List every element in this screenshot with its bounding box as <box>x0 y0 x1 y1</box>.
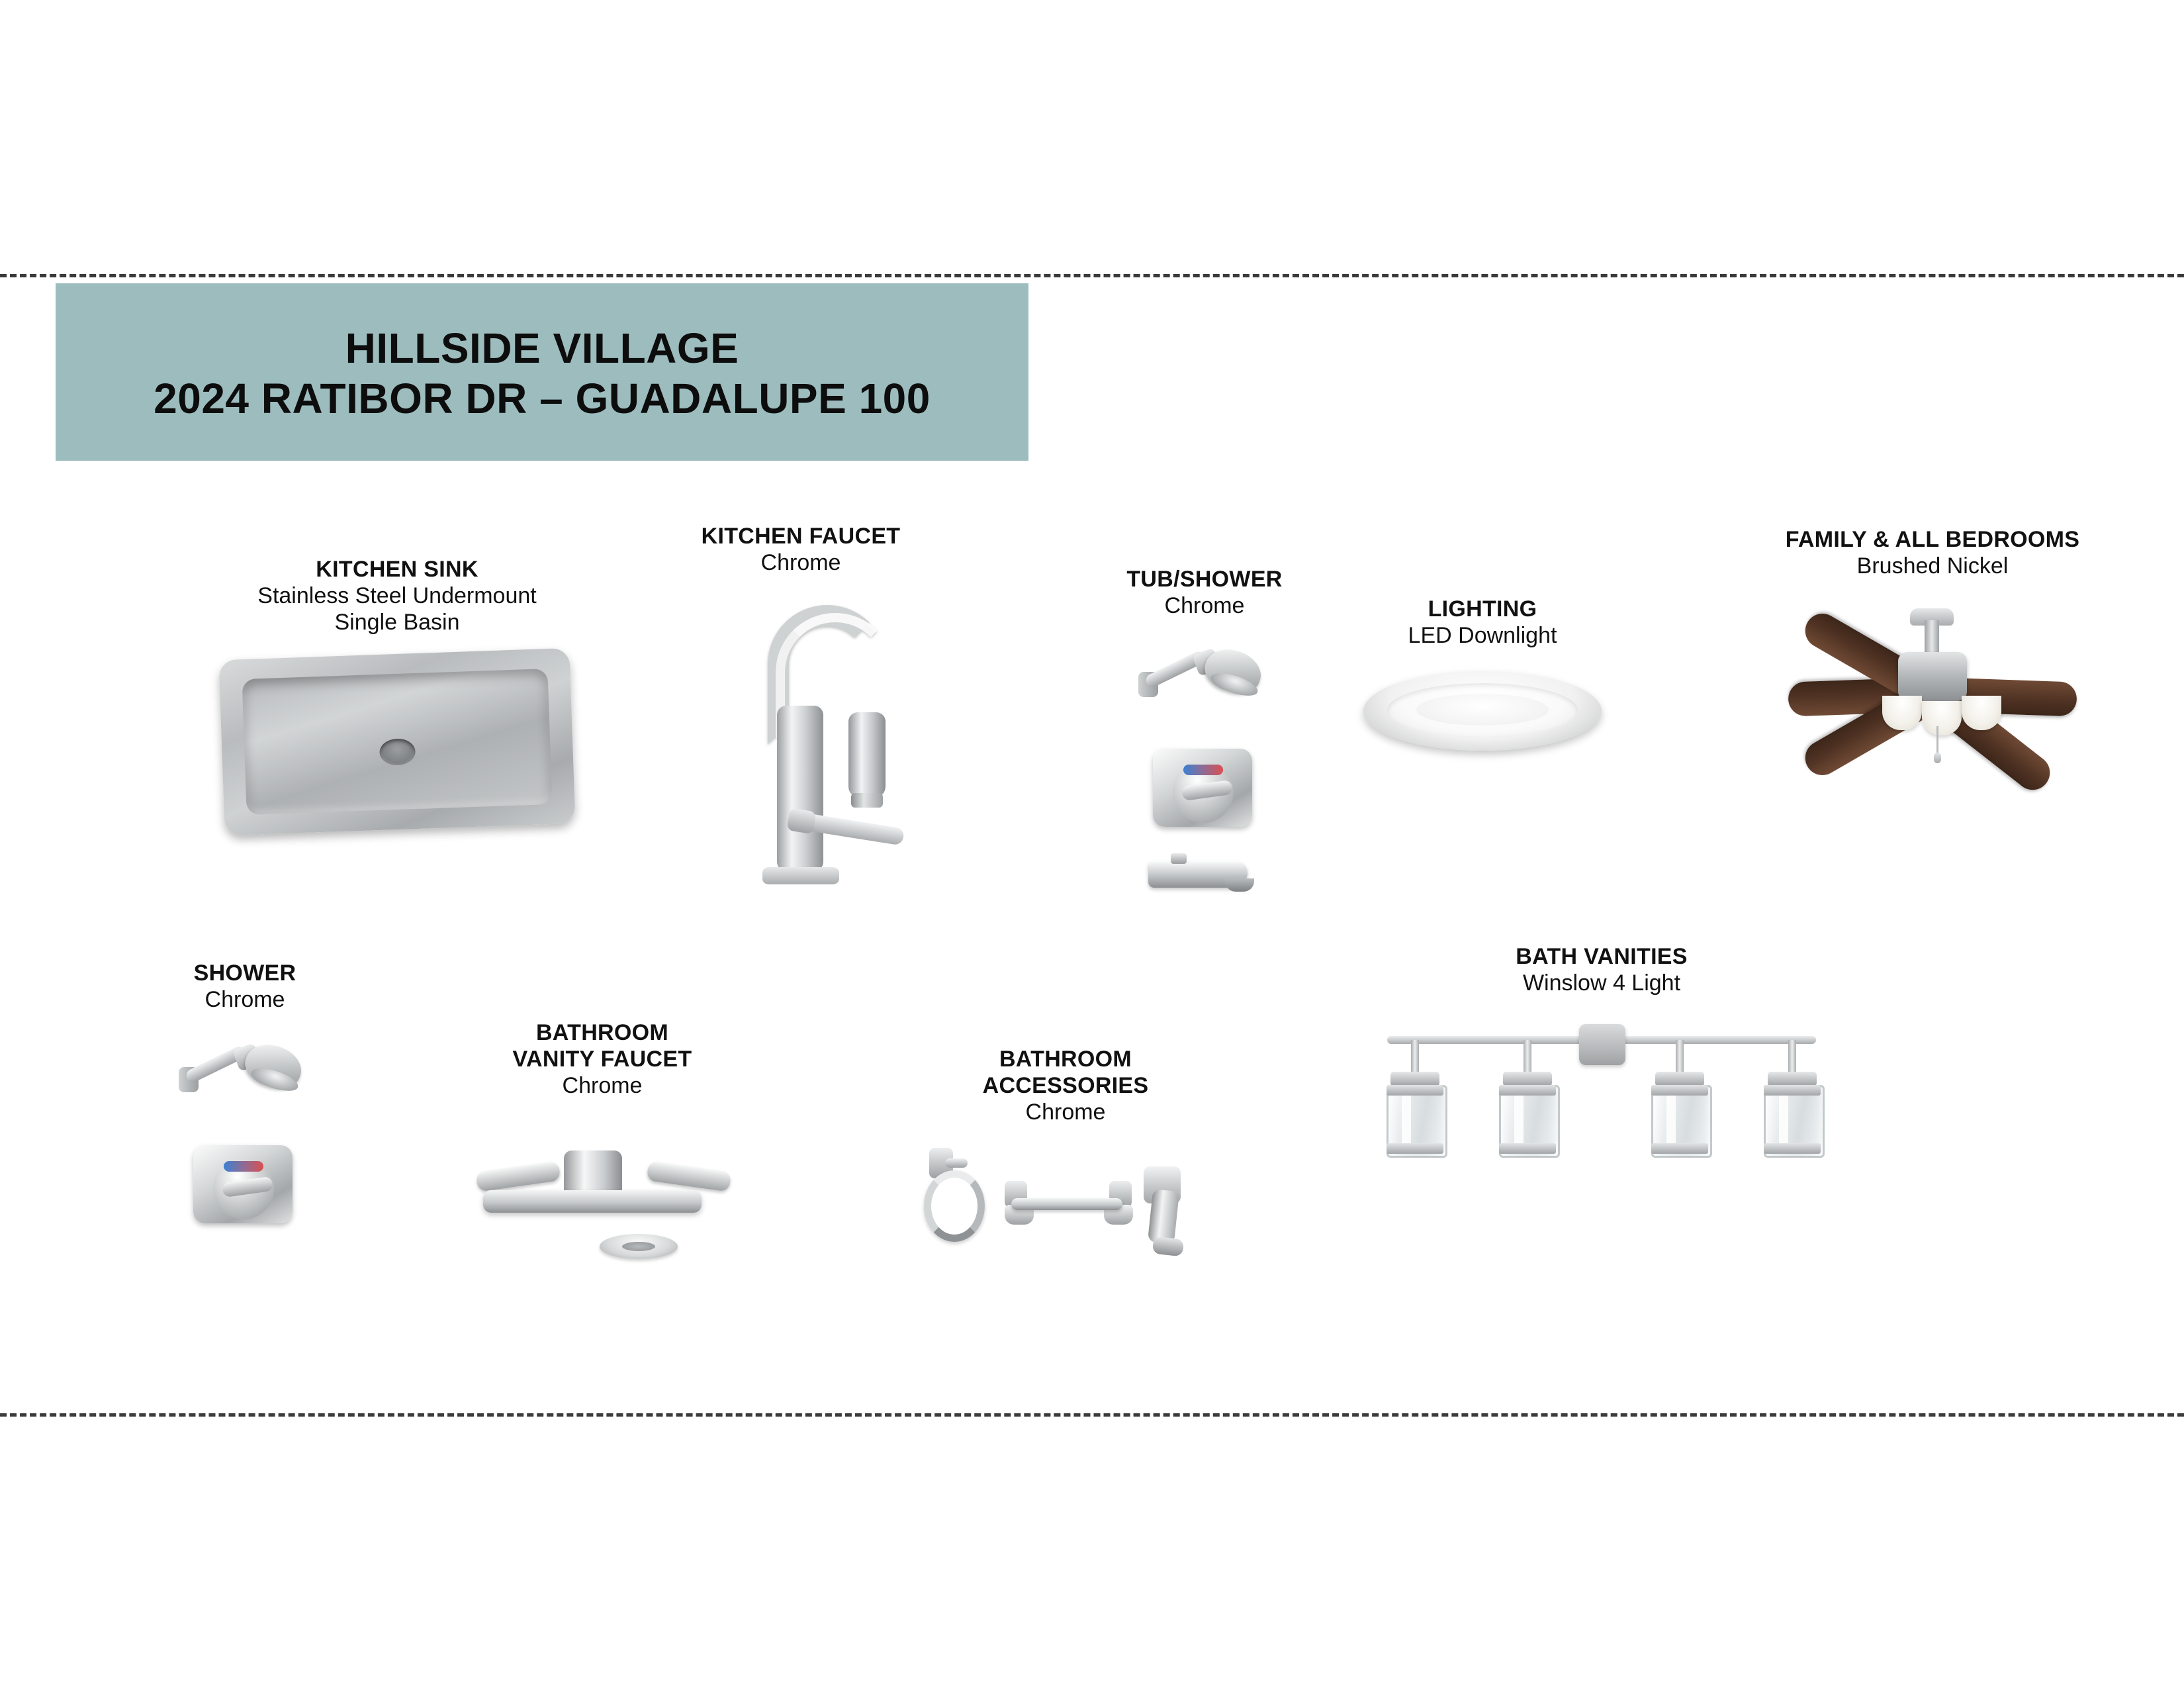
title-line-1: HILLSIDE VILLAGE <box>345 324 739 373</box>
vanity-faucet-label-2: VANITY FAUCET <box>512 1047 692 1072</box>
accessories-caption <box>887 1046 1244 1125</box>
shower-label-1: SHOWER <box>193 961 296 986</box>
shower-head-image <box>179 1029 311 1128</box>
tub-shower-valve-image <box>1138 742 1271 841</box>
accessories-label-2: ACCESSORIES <box>982 1073 1149 1099</box>
bath-vanities-label-1: BATH VANITIES <box>1516 944 1688 969</box>
vanity-faucet-label-3: Chrome <box>562 1073 643 1099</box>
lighting-label-1: LIGHTING <box>1428 596 1537 622</box>
kitchen-sink-label-3: Single Basin <box>334 610 460 635</box>
led-downlight-image <box>1363 671 1602 764</box>
tub-shower-head-image <box>1138 633 1271 733</box>
item-family-all-bedrooms <box>1694 526 2171 788</box>
ceiling-fan-image <box>1721 596 2144 788</box>
item-kitchen-faucet <box>662 523 940 884</box>
tub-spout-image <box>1148 849 1261 902</box>
bath-vanities-label-2: Winslow 4 Light <box>1522 970 1681 996</box>
title-line-2: 2024 RATIBOR DR – GUADALUPE 100 <box>154 375 931 422</box>
vanity-faucet-label-1: BATHROOM <box>535 1020 669 1045</box>
accessories-label-3: Chrome <box>1025 1100 1106 1125</box>
tub-shower-label-1: TUB/SHOWER <box>1126 567 1283 592</box>
item-bathroom-vanity-faucet <box>424 1019 781 1268</box>
shower-valve-image <box>179 1139 311 1238</box>
kitchen-sink-caption <box>199 556 596 635</box>
lighting-caption <box>1343 596 1621 649</box>
bathroom-accessories-image <box>913 1141 1218 1287</box>
tub-shower-caption <box>1072 566 1337 619</box>
kitchen-sink-image <box>222 654 572 829</box>
shower-caption <box>119 960 371 1013</box>
vanity-faucet-caption <box>424 1019 781 1099</box>
family-bedrooms-caption <box>1694 526 2171 579</box>
kitchen-faucet-label-2: Chrome <box>760 550 841 576</box>
kitchen-faucet-image <box>702 600 900 884</box>
kitchen-sink-label-1: KITCHEN SINK <box>316 557 478 582</box>
item-bathroom-accessories <box>887 1046 1244 1287</box>
item-bath-vanities <box>1363 943 1840 1162</box>
item-shower <box>119 960 371 1238</box>
item-kitchen-sink <box>199 556 596 829</box>
divider-bottom <box>0 1413 2184 1417</box>
bath-vanities-caption <box>1363 943 1840 996</box>
tub-shower-label-2: Chrome <box>1164 593 1245 619</box>
item-tub-shower <box>1072 566 1337 902</box>
divider-top <box>0 274 2184 277</box>
accessories-label-1: BATHROOM <box>999 1047 1132 1072</box>
item-lighting <box>1343 596 1621 764</box>
kitchen-sink-label-2: Stainless Steel Undermount <box>257 583 537 609</box>
shower-label-2: Chrome <box>205 987 285 1013</box>
family-bedrooms-label-1: FAMILY & ALL BEDROOMS <box>1785 527 2080 552</box>
title-banner <box>56 283 1028 461</box>
lighting-label-2: LED Downlight <box>1408 623 1557 649</box>
kitchen-faucet-label-1: KITCHEN FAUCET <box>701 524 901 549</box>
kitchen-faucet-caption <box>662 523 940 576</box>
family-bedrooms-label-2: Brushed Nickel <box>1856 553 2009 579</box>
bath-vanity-light-image <box>1370 1016 1833 1162</box>
vanity-faucet-image <box>463 1116 741 1268</box>
